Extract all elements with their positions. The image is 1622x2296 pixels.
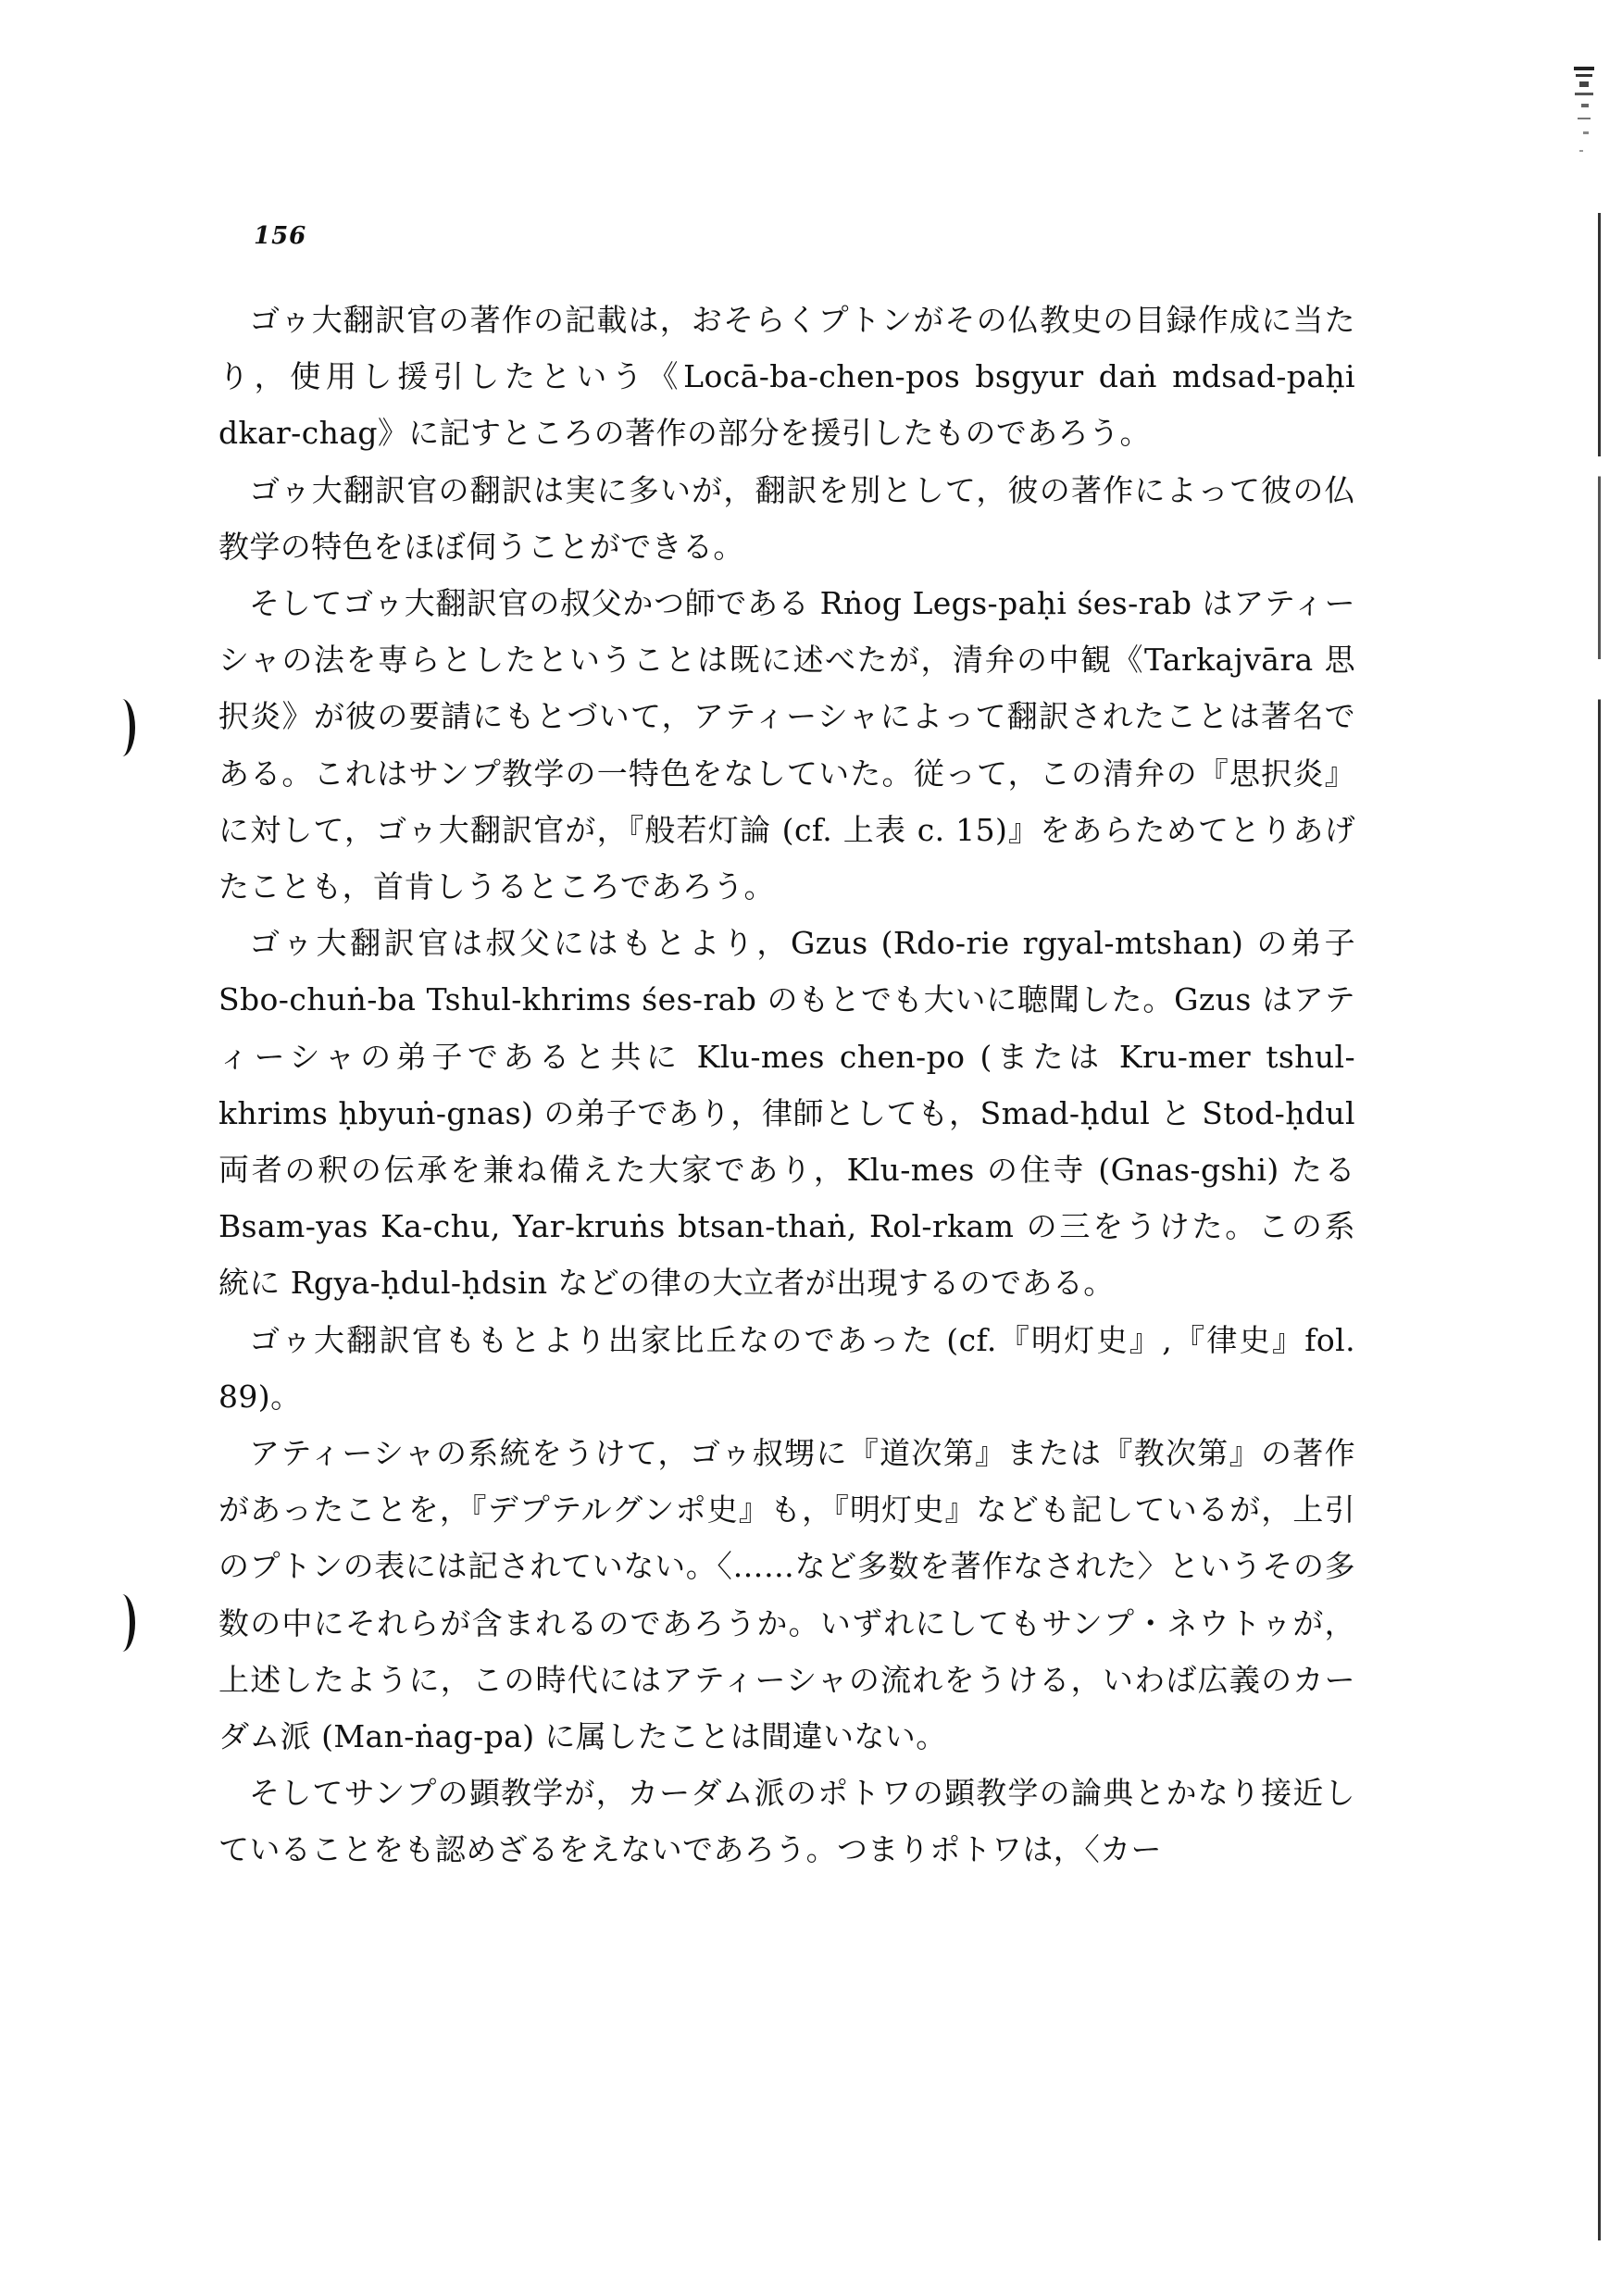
paragraph: ゴゥ大翻訳官ももとより出家比丘なのであった (cf.『明灯史』,『律史』fol. 89)。 — [218, 1321, 1355, 1415]
paragraph: そしてサンプの顕教学が，カーダム派のポトワの顕教学の論典とかなり接近していることをも認めざるをえないであろう。つまりポトワは，〈カー — [218, 1775, 1355, 1868]
paragraph: アティーシャの系統をうけて，ゴゥ叔甥に『道次第』または『教次第』の著作があったことを，『デプテルグンポ史』も，『明灯史』なども記しているが，上引のプトンの表には記されていない。〈……など多数を著作なされた〉というその多数の中にそれらが含まれるのであろうか。いずれにしてもサンプ・ネウトゥが，上述したように，この時代にはアティーシャの流れをうける，いわば広義のカーダム派 (Man-ṅag-pa) に属したことは間違いない。 — [218, 1435, 1355, 1755]
paragraph: ゴゥ大翻訳官の翻訳は実に多いが，翻訳を別として，彼の著作によって彼の仏教学の特色をほぼ伺うことができる。 — [218, 471, 1355, 565]
page-number: 156 — [254, 222, 307, 250]
margin-bracket-mark — [109, 699, 135, 756]
paragraph: そしてゴゥ大翻訳官の叔父かつ師である Rṅog Legs-paḥi śes-rab はアティーシャの法を専らとしたということは既に述べたが，清弁の中観《Tarkajvāra 思択炎》が彼の要請にもとづいて，アティーシャによって翻訳されたことは著名である。これはサンプ教学の一特色をなしていた。従って，この清弁の『思択炎』に対して，ゴゥ大翻訳官が，『般若灯論 (cf. 上表 c. 15)』をあらためてとりあげたことも，首肯しうるところであろう。 — [218, 585, 1356, 905]
margin-bracket-mark — [109, 1594, 135, 1652]
paragraph: ゴゥ大翻訳官の著作の記載は，おそらくプトンがその仏教史の目録作成に当たり，使用し援引したという《Locā-ba-chen-pos bsgyur daṅ mdsad-paḥi dkar-chag》に記すところの著作の部分を援引したものであろう。 — [218, 302, 1355, 452]
paragraph: ゴゥ大翻訳官は叔父にはもとより，Gzus (Rdo-rie rgyal-mtshan) の弟子 Sbo-chuṅ-ba Tshul-khrims śes-rab のもとでも大いに聴聞した。Gzus はアティーシャの弟子であると共に Klu-mes chen-po (または Kru-mer tshul-khrims ḥbyuṅ-gnas) の弟子であり，律師としても，Smad-ḥdul と Stod-ḥdul 両者の釈の伝承を兼ね備えた大家であり，Klu-mes の住寺 (Gnas-gshi) たる Bsam-yas Ka-chu, Yar-kruṅs btsan-thaṅ, Rol-rkam の三をうけた。この系統に Rgya-ḥdul-ḥdsin などの律の大立者が出現するのである。 — [218, 925, 1355, 1302]
main-text — [218, 292, 1355, 1878]
scan-artifact — [1570, 67, 1600, 206]
page-edge-rule — [1598, 213, 1601, 2240]
